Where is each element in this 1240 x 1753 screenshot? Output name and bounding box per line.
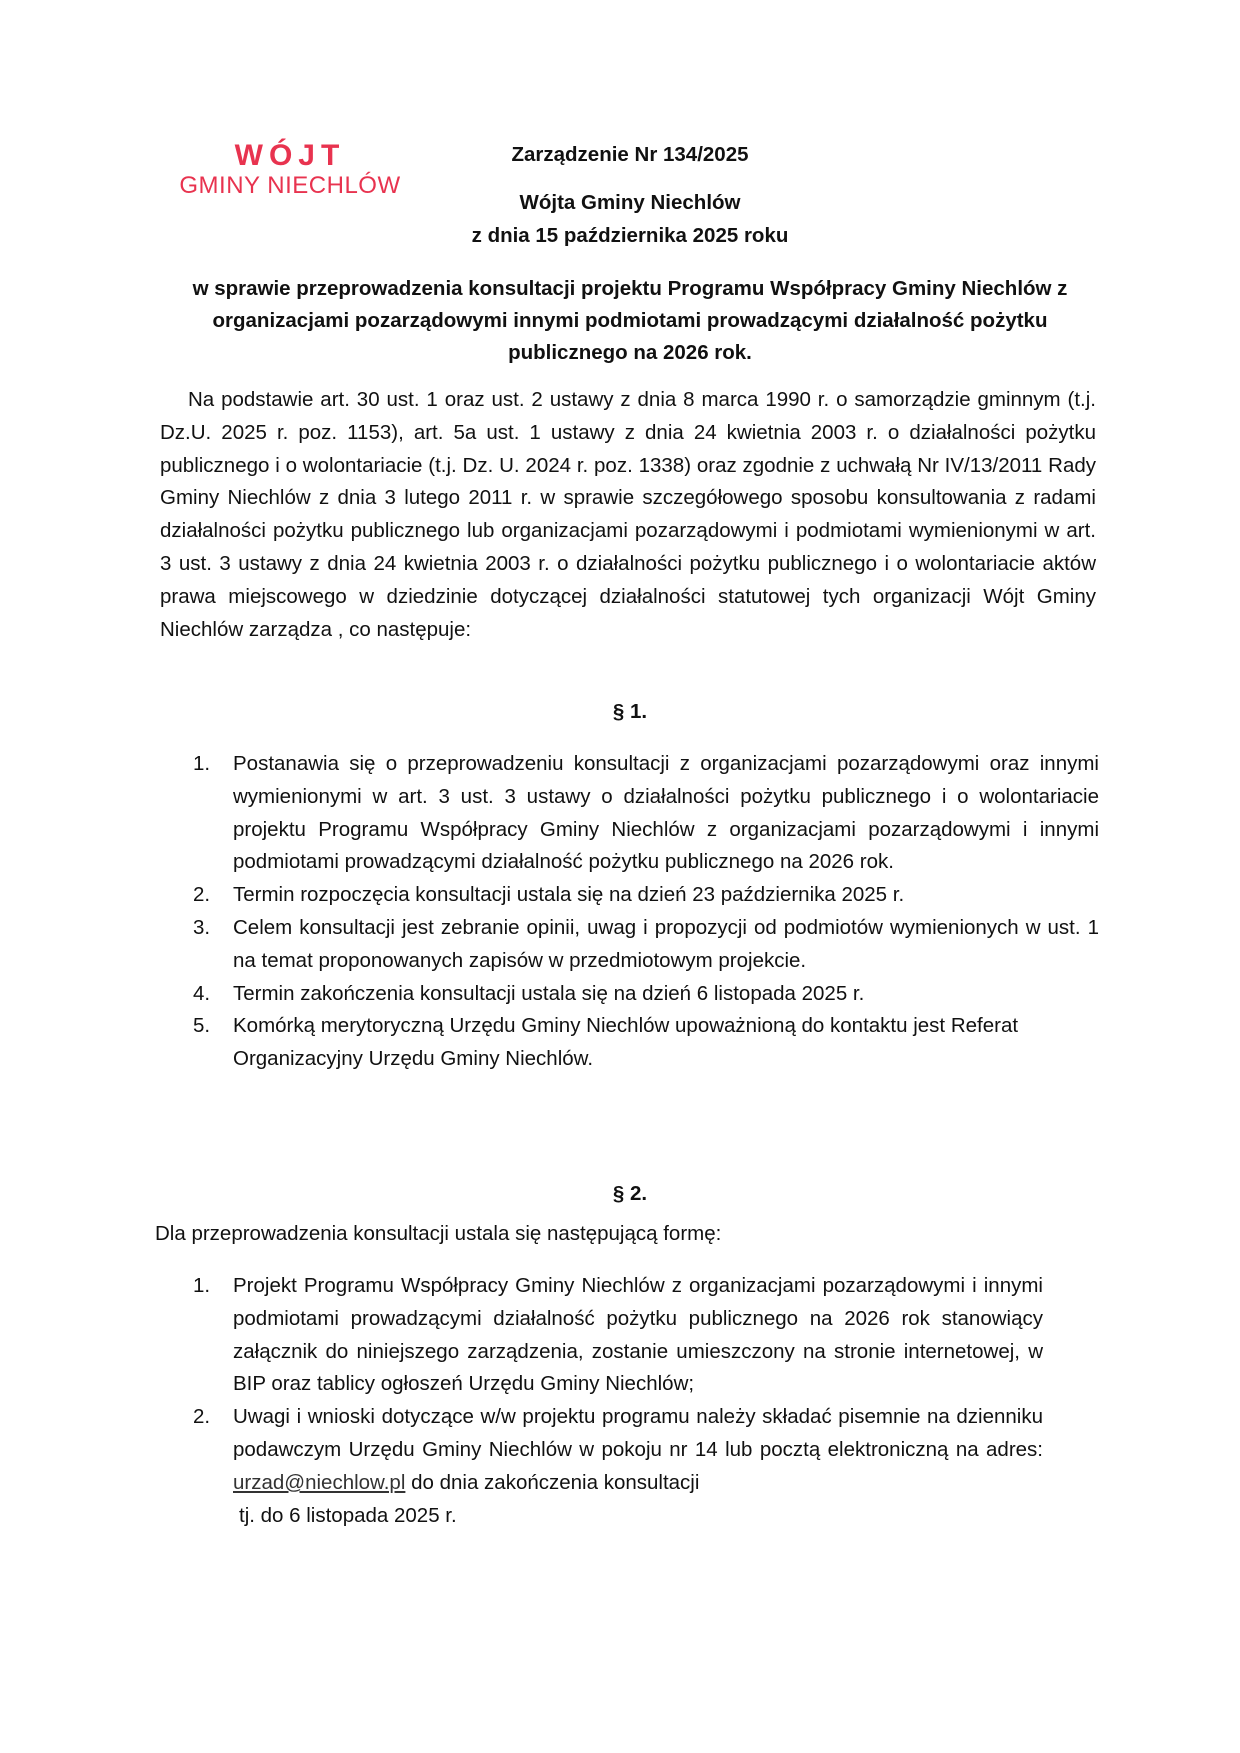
- section-1-list: [193, 748, 1099, 1076]
- list-item: [193, 1010, 1099, 1076]
- legal-basis-paragraph: Na podstawie art. 30 ust. 1 oraz ust. 2 ustawy z dnia 8 marca 1990 r. o samorządzie gminnym (t.j. Dz.U. 2025 r. poz. 1153), art. 5a ust. 1 ustawy z dnia 24 kwietnia 2003 r. o działalności pożytku publicznego i o wolontariacie (t.j. Dz. U. 2024 r. poz. 1338) oraz zgodnie z uchwałą Nr IV/13/2011 Rady Gminy Niechlów z dnia 3 lutego 2011 r. w sprawie szczegółowego sposobu konsultowania z radami działalności pożytku publicznego lub organizacjami pozarządowymi i podmiotami wymienionymi w art. 3 ust. 3 ustawy z dnia 24 kwietnia 2003 r. o działalności pożytku publicznego i o wolontariacie aktów prawa miejscowego w dziedzinie dotyczącej działalności statutowej tych organizacji Wójt Gminy Niechlów zarządza , co następuje:: [160, 388, 1096, 641]
- list-item-number: 2.: [193, 1405, 211, 1429]
- list-item-text-before-email: Uwagi i wnioski dotyczące w/w projektu programu należy składać pisemnie na dzienniku podawczym Urzędu Gminy Niechlów w pokoju nr 14 lub pocztą elektroniczną na adres:: [233, 1405, 1043, 1461]
- document-date: z dnia 15 października 2025 roku: [471, 224, 789, 247]
- list-item-text: Termin zakończenia konsultacji ustala się na dzień 6 listopada 2025 r.: [233, 981, 865, 1005]
- list-item: [193, 879, 1099, 912]
- stamp-line-1: WÓJT: [234, 139, 346, 172]
- section-2-list: [193, 1270, 1043, 1532]
- list-item: [193, 978, 1099, 1011]
- list-item-text-after-email: do dnia zakończenia konsultacji: [405, 1470, 700, 1494]
- email-link[interactable]: urzad@niechlow.pl: [233, 1470, 406, 1494]
- list-item-number: 3.: [193, 915, 211, 939]
- list-item-number: 2.: [193, 883, 211, 907]
- list-item-number: 5.: [193, 1014, 211, 1038]
- list-item-number: 1.: [193, 752, 211, 775]
- list-item-text: Termin rozpoczęcia konsultacji ustala się na dzień 23 października 2025 r.: [233, 883, 905, 907]
- list-item-number: 4.: [193, 981, 211, 1005]
- list-item: [193, 748, 1099, 879]
- list-item-text: Postanawia się o przeprowadzeniu konsultacji z organizacjami pozarządowymi oraz innymi wymienionymi w art. 3 ust. 3 ustawy o działalności pożytku publicznego i o wolontariacie projektu Programu Współpracy Gminy Niechlów z organizacjami pozarządowymi i innymi podmiotami prowadzącymi działalność pożytku publicznego na 2026 rok.: [233, 752, 1099, 874]
- section-1-heading: § 1.: [612, 700, 648, 723]
- list-item-text: Komórką merytoryczną Urzędu Gminy Niechlów upoważnioną do kontaktu jest Referat Organizacyjny Urzędu Gminy Niechlów.: [233, 1014, 1019, 1071]
- list-item-text: Projekt Programu Współpracy Gminy Niechlów z organizacjami pozarządowymi i innymi podmiotami prowadzącymi działalność pożytku publicznego na 2026 rok stanowiący załącznik do niniejszego zarządzenia, zostanie umieszczony na stronie internetowej, w BIP oraz tablicy ogłoszeń Urzędu Gminy Niechlów;: [233, 1274, 1043, 1396]
- stamp-line-2: GMINY NIECHLÓW: [179, 172, 401, 199]
- section-2-lead: Dla przeprowadzenia konsultacji ustala się następującą formę:: [155, 1222, 722, 1245]
- list-item: [193, 912, 1099, 978]
- list-item-text: Celem konsultacji jest zebranie opinii, uwag i propozycji od podmiotów wymienionych w ust. 1 na temat proponowanych zapisów w przedmiotowym projekcie.: [233, 915, 1099, 972]
- section-2-heading: § 2.: [612, 1182, 648, 1205]
- list-item: [193, 1270, 1043, 1401]
- list-item-number: 1.: [193, 1274, 211, 1297]
- document-subject: w sprawie przeprowadzenia konsultacji projektu Programu Współpracy Gminy Niechlów z organizacjami pozarządowymi innymi podmiotami prowadzącymi działalność pożytku publicznego na 2026 rok.: [192, 277, 1068, 364]
- document-title: Zarządzenie Nr 134/2025: [511, 143, 749, 166]
- list-item-text-tail: tj. do 6 listopada 2025 r.: [239, 1503, 457, 1527]
- list-item: [193, 1401, 1043, 1532]
- document-issuer: Wójta Gminy Niechlów: [519, 191, 741, 214]
